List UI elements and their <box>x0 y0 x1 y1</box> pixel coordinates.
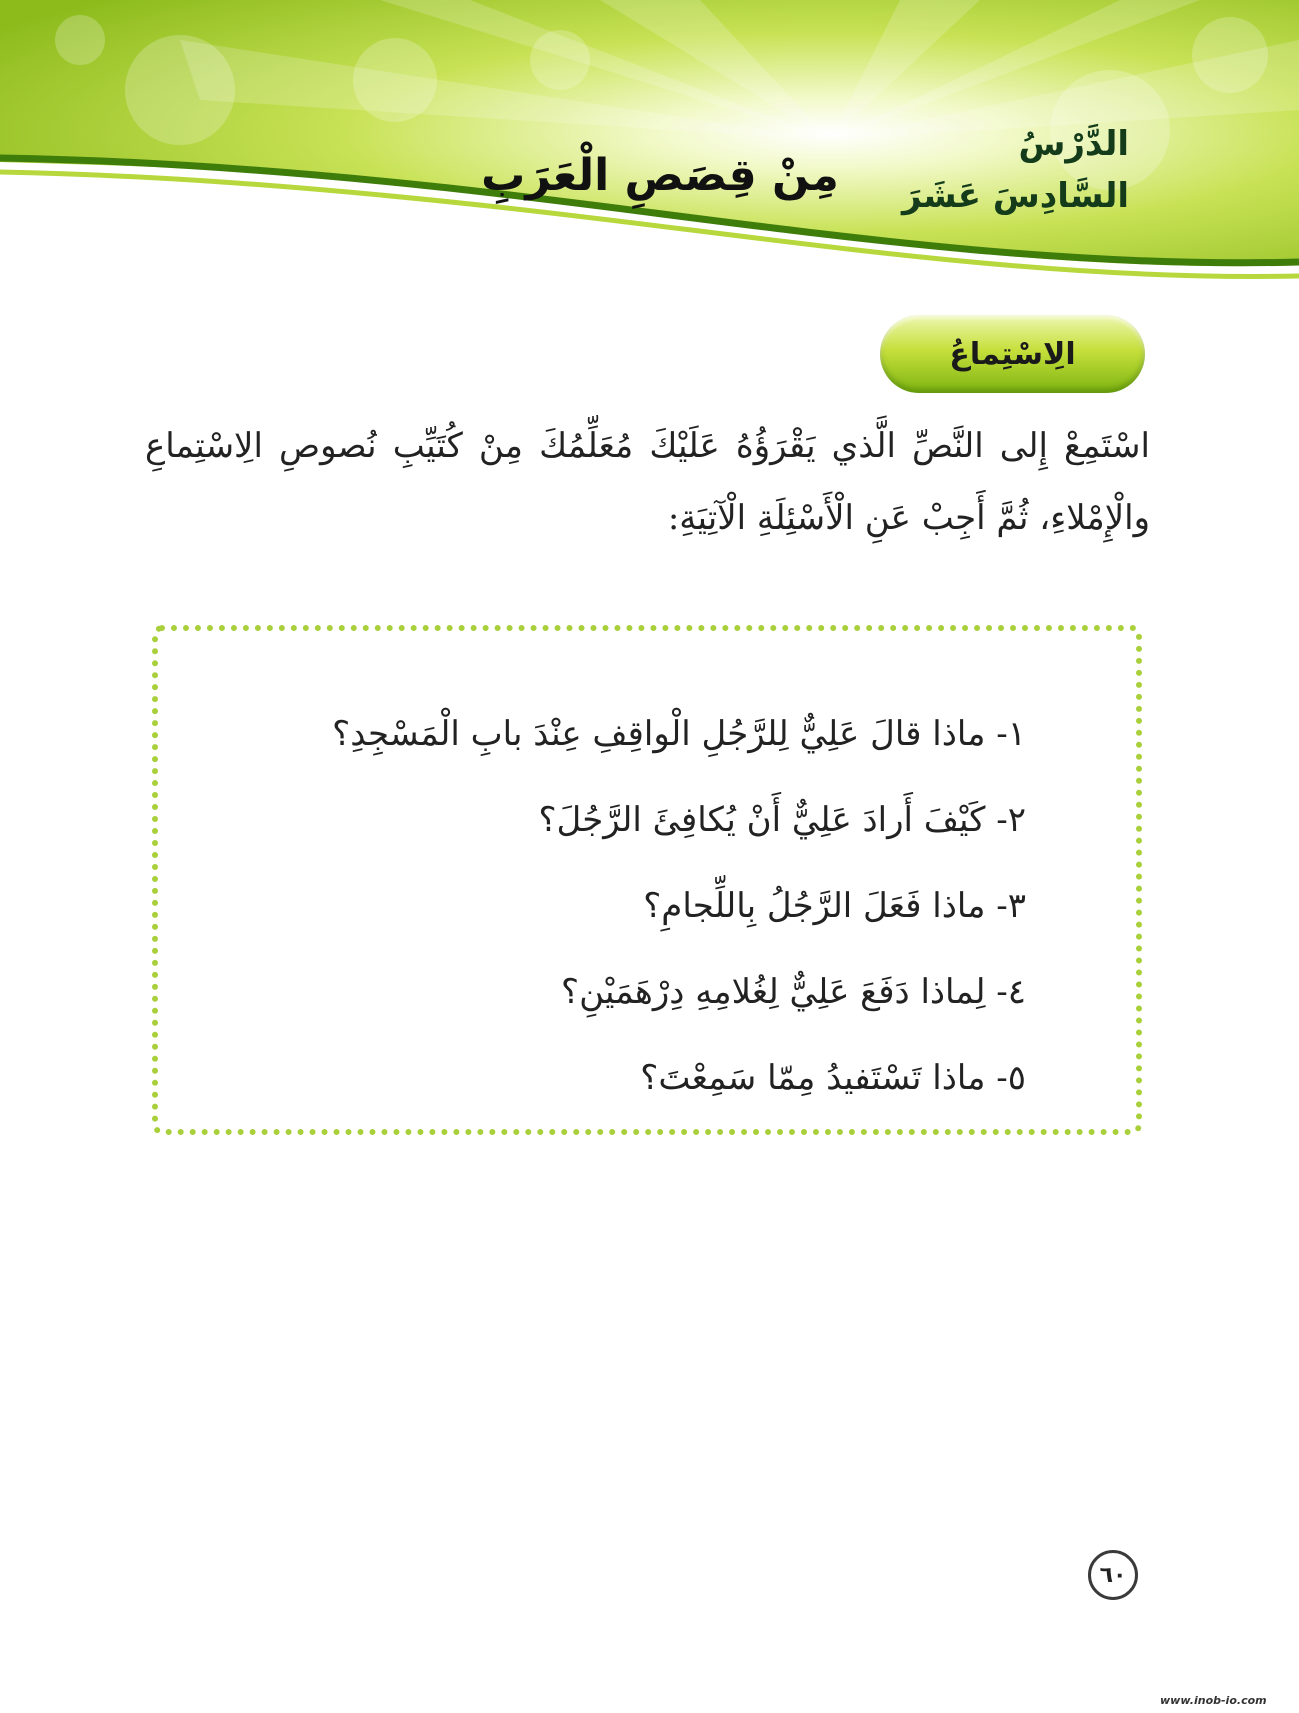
question-item: ٢- كَيْفَ أَرادَ عَلِيٌّ أَنْ يُكافِئَ الرَّجُلَ؟ <box>538 800 1026 840</box>
questions-list <box>332 691 1026 1121</box>
page-number: ٦٠ <box>1088 1550 1138 1600</box>
question-item: ٤- لِماذا دَفَعَ عَلِيٌّ لِغُلامِهِ دِرْهَمَيْنِ؟ <box>561 972 1026 1012</box>
questions-box <box>152 625 1142 1135</box>
instructions-paragraph: اسْتَمِعْ إِلى النَّصِّ الَّذي يَقْرَؤُهُ عَلَيْكَ مُعَلِّمُكَ مِنْ كُتَيِّبِ نُصوصِ الِاسْتِماعِ والْإِمْلاءِ، ثُمَّ أَجِبْ عَنِ الْأَسْئِلَةِ الْآتِيَةِ: <box>145 426 1150 538</box>
lesson-ordinal: السَّادِسَ عَشَرَ <box>902 176 1129 216</box>
section-heading-pill <box>880 315 1145 393</box>
question-item: ٥- ماذا تَسْتَفيدُ مِمّا سَمِعْتَ؟ <box>640 1058 1026 1098</box>
section-heading-label: الِاسْتِماعُ <box>949 336 1076 372</box>
watermark-text: www.inob-io.com <box>1160 1694 1267 1707</box>
lesson-word: الدَّرْسُ <box>1018 124 1129 164</box>
lesson-title: مِنْ قِصَصِ الْعَرَبِ <box>481 150 839 201</box>
question-item: ١- ماذا قالَ عَلِيٌّ لِلرَّجُلِ الْواقِفِ عِنْدَ بابِ الْمَسْجِدِ؟ <box>332 714 1026 754</box>
question-item: ٣- ماذا فَعَلَ الرَّجُلُ بِاللِّجامِ؟ <box>643 886 1026 926</box>
lesson-number-label <box>902 118 1129 222</box>
